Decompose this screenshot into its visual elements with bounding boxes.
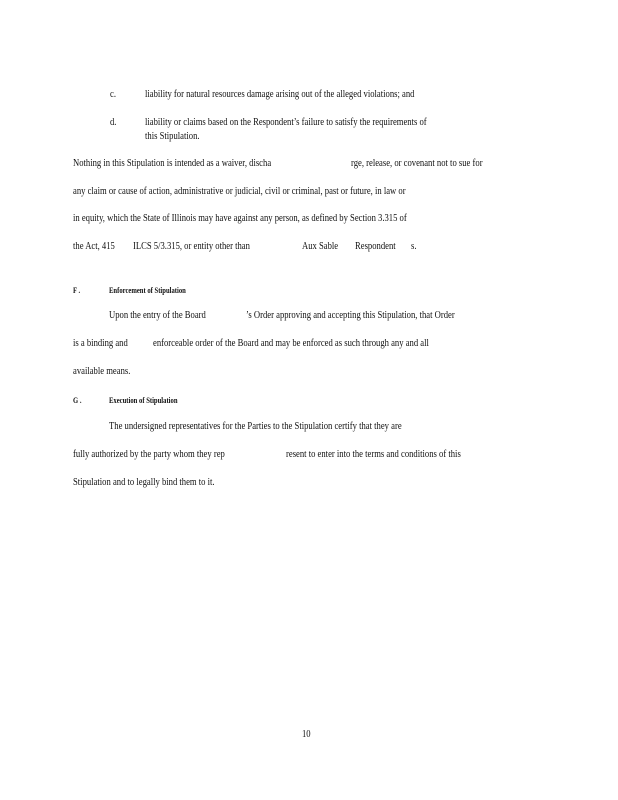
page-number: 10 bbox=[302, 729, 311, 740]
paragraph-line: fully authorized by the party whom they rep bbox=[73, 449, 225, 460]
paragraph-line: any claim or cause of action, administrative or judicial, civil or criminal, past or future, in law or bbox=[73, 186, 406, 197]
paragraph-line: the Act, 415 bbox=[73, 241, 115, 252]
paragraph-line: available means. bbox=[73, 366, 131, 377]
list-item-text: liability for natural resources damage arising out of the alleged violations; and bbox=[145, 89, 415, 100]
paragraph-line: s. bbox=[411, 241, 417, 252]
list-item-letter: d. bbox=[110, 117, 117, 128]
paragraph-line: Nothing in this Stipulation is intended as a waiver, discha bbox=[73, 158, 272, 169]
section-letter: G . bbox=[73, 395, 82, 405]
paragraph-line: ILCS 5/3.315, or entity other than bbox=[133, 241, 250, 252]
paragraph-line: Aux Sable bbox=[302, 241, 339, 252]
section-title: Enforcement of Stipulation bbox=[109, 285, 186, 295]
paragraph-line: The undersigned representatives for the Parties to the Stipulation certify that they are bbox=[109, 421, 402, 432]
list-item-text: liability or claims based on the Respondent’s failure to satisfy the requirements of bbox=[145, 117, 427, 128]
paragraph-line: Upon the entry of the Board bbox=[109, 310, 206, 321]
paragraph-line: enforceable order of the Board and may be enforced as such through any and all bbox=[153, 338, 429, 349]
paragraph-line: Respondent bbox=[355, 241, 396, 252]
paragraph-line: in equity, which the State of Illinois may have against any person, as defined by Section 3.315 of bbox=[73, 213, 407, 224]
paragraph-line: is a binding and bbox=[73, 338, 128, 349]
section-letter: F . bbox=[73, 285, 81, 295]
paragraph-line: ’s Order approving and accepting this Stipulation, that Order bbox=[246, 310, 455, 321]
list-item-letter: c. bbox=[110, 89, 116, 100]
paragraph-line: resent to enter into the terms and conditions of this bbox=[286, 449, 461, 460]
section-title: Execution of Stipulation bbox=[109, 395, 178, 405]
list-item-text: this Stipulation. bbox=[145, 131, 200, 142]
paragraph-line: Stipulation and to legally bind them to it. bbox=[73, 477, 215, 488]
paragraph-line: rge, release, or covenant not to sue for bbox=[351, 158, 483, 169]
